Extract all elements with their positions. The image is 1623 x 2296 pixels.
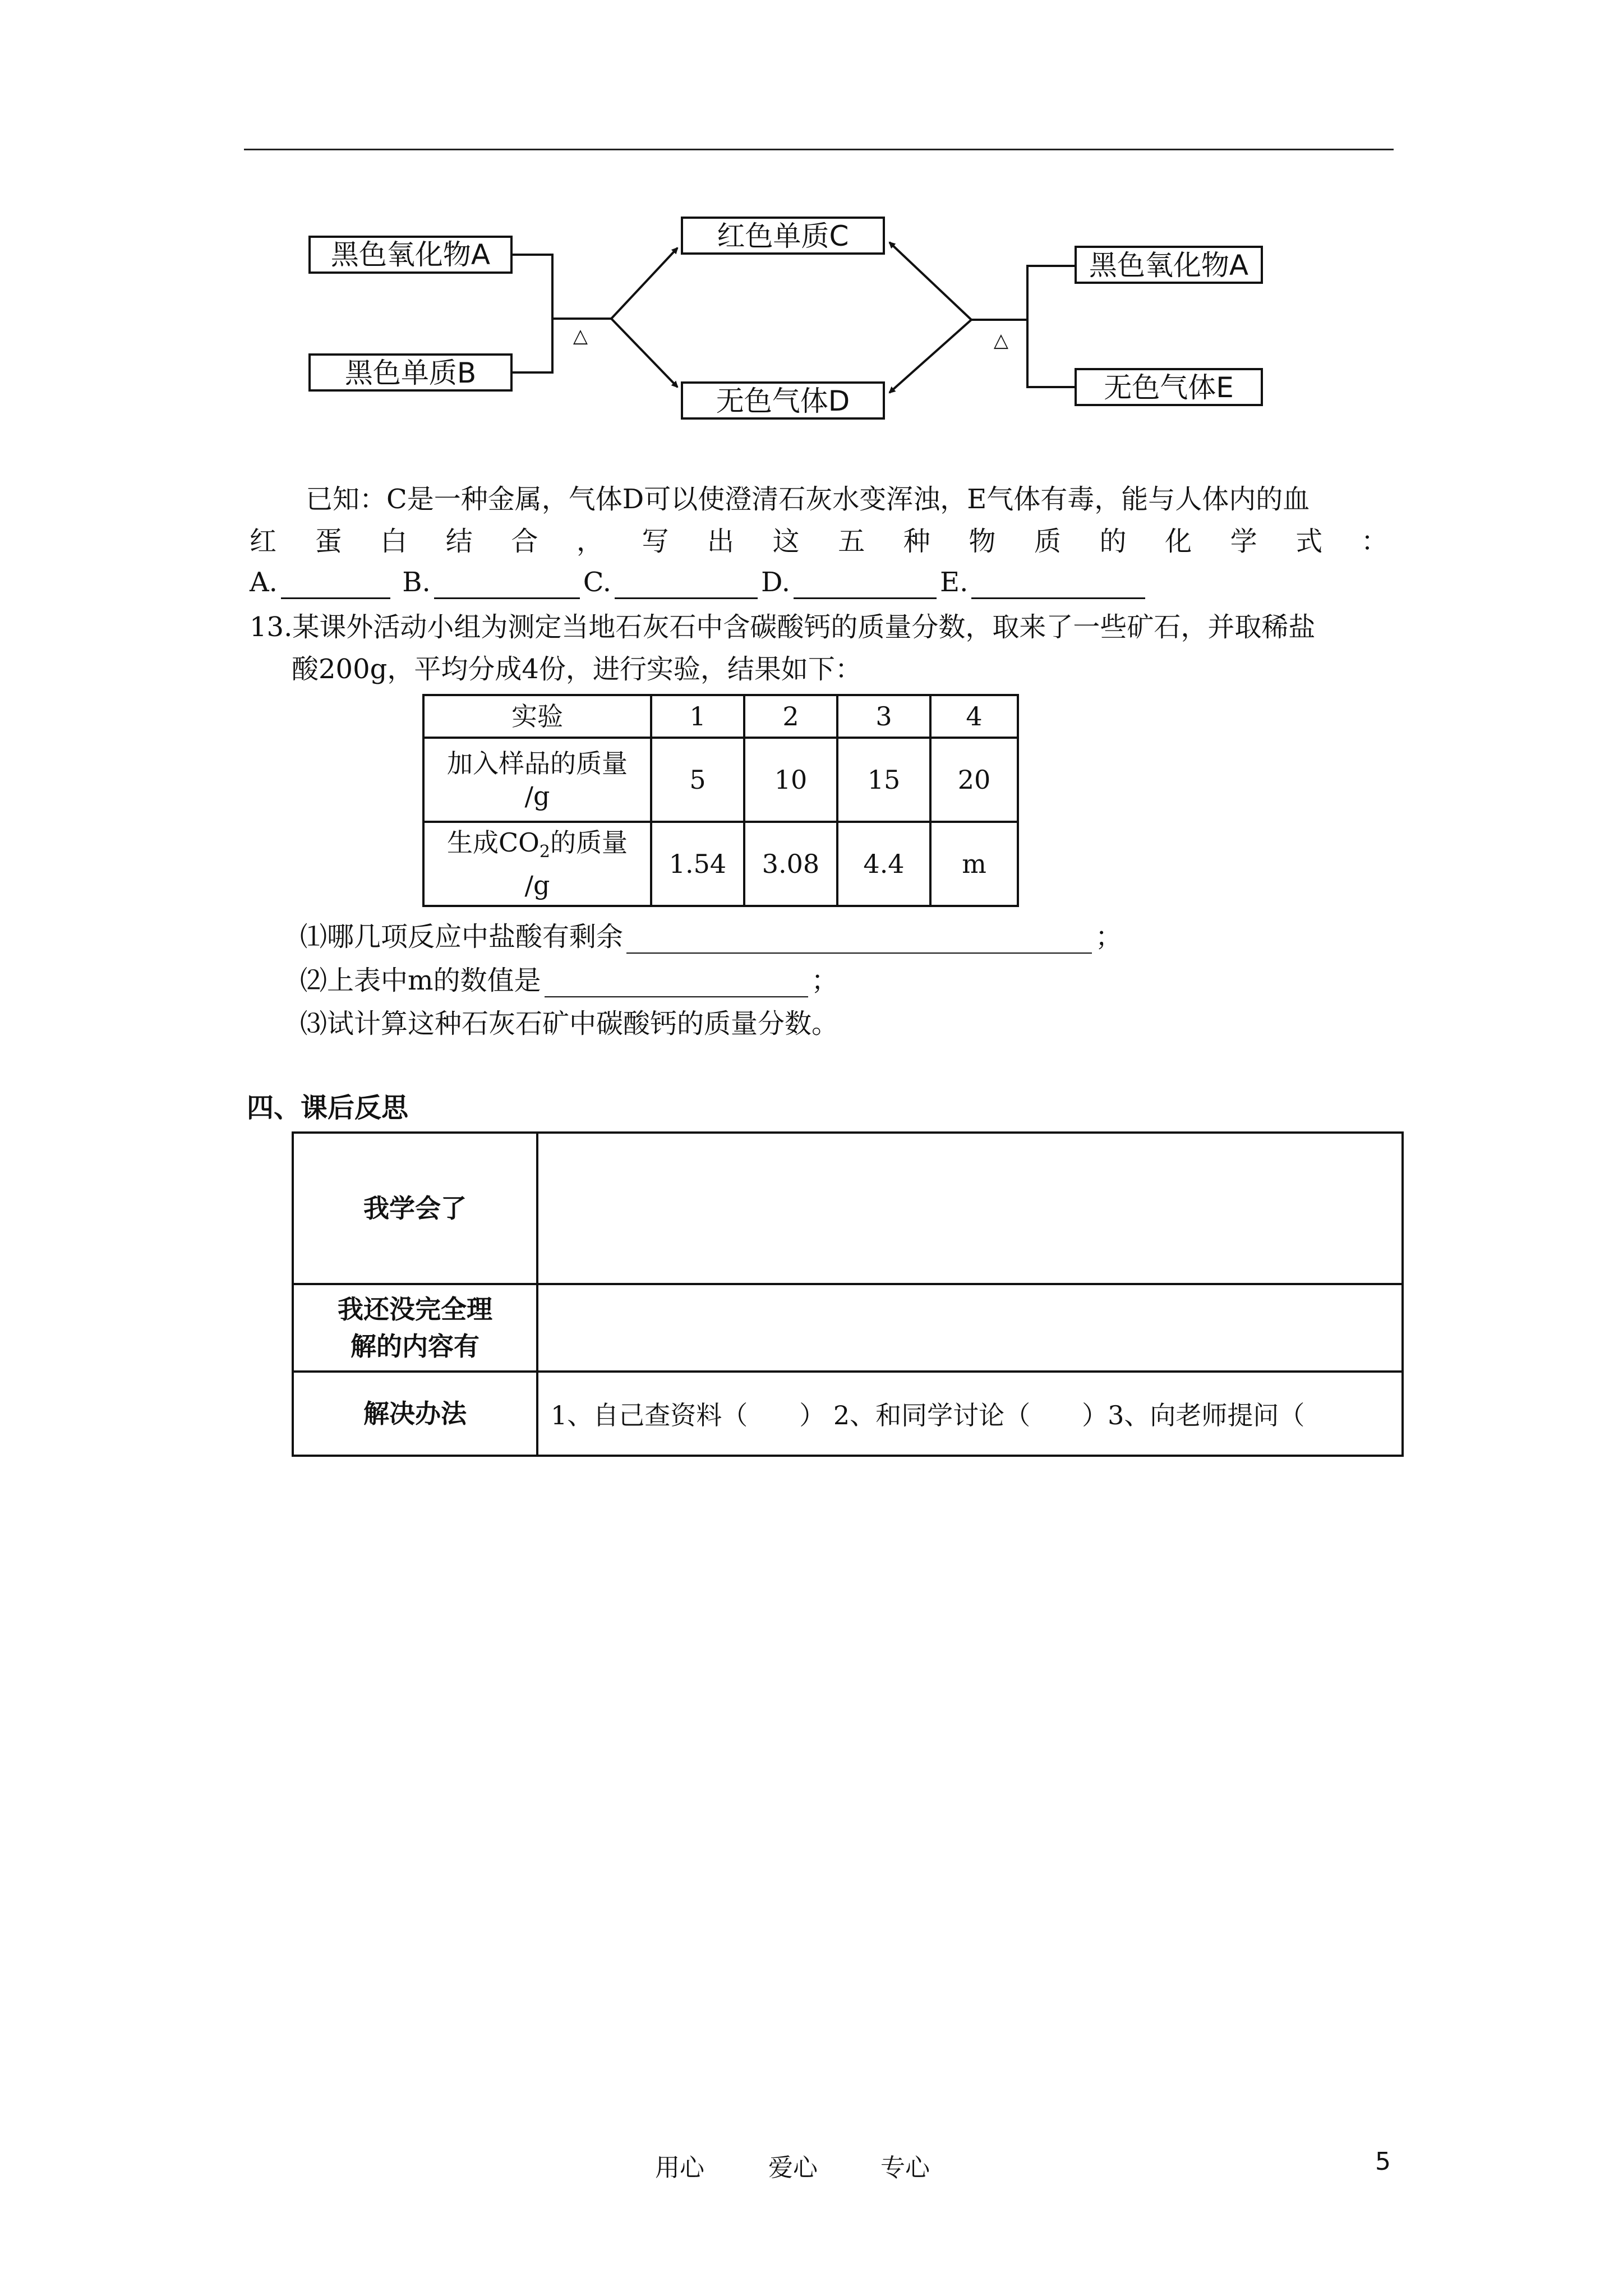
table-cell: 10 [744,738,837,822]
justified-char: 学 [1230,526,1257,557]
box-red-element-c-label: 红色单质C [717,220,849,252]
table-cell: 5 [651,738,744,822]
answer-blank-d[interactable] [794,573,937,599]
q12-known-line: 已知：C是一种金属，气体D可以使澄清石灰水变浑浊，E气体有毒，能与人体内的血 [306,484,1310,515]
arrow-to-d-right [889,320,971,393]
heat-symbol-right: △ [993,329,1009,352]
box-black-oxide-a-right-label: 黑色氧化物A [1089,249,1249,282]
answer-blank-e[interactable] [971,573,1145,599]
justified-char: 化 [1165,526,1192,557]
reaction-diagram [303,202,1284,438]
row-co2-mass-label: 生成$CO_2$的质量 /g [423,822,651,906]
arrow-to-c-right [889,242,971,320]
reflection-table [292,1131,1404,1457]
answer-blank-c[interactable] [615,573,758,599]
q12-answer-blanks [250,565,1149,599]
section-title-reflection: 四、课后反思 [247,1092,409,1124]
answer-blank-a[interactable] [281,573,390,599]
table-cell: 1.54 [651,822,744,906]
answer-blank-b[interactable] [434,573,580,599]
footer-word-1: 用心 [655,2154,704,2182]
header-rule [244,149,1394,150]
answer-label-b: B. [402,567,431,598]
justified-char: 写 [642,526,669,557]
box-black-element-b-label: 黑色单质B [344,357,477,389]
justified-char: 的 [1099,526,1127,557]
box-colorless-gas-d-label: 无色气体D [716,385,850,417]
answer-label-d: D. [761,567,791,598]
footer-word-3: 专心 [880,2154,930,2182]
sub2-answer-blank[interactable] [545,972,808,997]
footer-word-2: 爱心 [768,2154,818,2182]
q13-line1: 13.某课外活动小组为测定当地石灰石中含碳酸钙的质量分数，取来了一些矿石，并取稀盐 [250,611,1316,643]
justified-char: 物 [969,526,996,557]
justified-char: 红 [250,526,277,557]
table-header-1: 1 [651,695,744,738]
right-bracket [1027,266,1076,387]
justified-char: 蛋 [315,526,342,557]
row-learned-value[interactable] [537,1133,1403,1284]
table-cell: 3.08 [744,822,837,906]
q13-line2: 酸200g，平均分成4份，进行实验，结果如下： [292,654,862,685]
box-black-oxide-a-left-label: 黑色氧化物A [330,238,491,271]
justified-char: 出 [707,526,735,557]
table-cell: 20 [930,738,1018,822]
left-bracket [511,255,552,372]
answer-label-c: C. [583,567,611,598]
q13-sub3: ⑶试计算这种石灰石矿中碳酸钙的质量分数。 [300,1008,839,1039]
row-solution-value: 1、自己查资料（ ） 2、和同学讨论（ ）3、向老师提问（ [537,1372,1403,1456]
table-header-2: 2 [744,695,837,738]
justified-char: ： [1361,526,1388,557]
table-cell: 4.4 [837,822,930,906]
answer-label-e: E. [940,567,969,598]
table-header-4: 4 [930,695,1018,738]
heat-symbol-left: △ [573,325,588,347]
justified-char: 这 [772,526,800,557]
row-sample-mass-label: 加入样品的质量 /g [423,738,651,822]
justified-char: 质 [1034,526,1061,557]
sub1-answer-blank[interactable] [626,928,1092,954]
page-number: 5 [1375,2147,1391,2176]
row-solution-label: 解决办法 [293,1372,537,1456]
justified-char: 种 [903,526,930,557]
justified-char: 式 [1295,526,1323,557]
table-cell: 15 [837,738,930,822]
box-colorless-gas-e-label: 无色气体E [1104,371,1234,404]
table-header-experiment: 实验 [423,695,651,738]
q13-sub2: ⑵上表中m的数值是 ； [300,965,838,996]
row-not-understood-label: 我还没完全理 解的内容有 [293,1284,537,1372]
row-not-understood-value[interactable] [537,1284,1403,1372]
arrow-to-d-left [611,319,677,387]
arrow-to-c-left [611,248,677,319]
justified-char: 合 [511,526,538,557]
justified-char: 白 [380,526,408,557]
table-header-3: 3 [837,695,930,738]
table-cell: m [930,822,1018,906]
q13-sub1: ⑴哪几项反应中盐酸有剩余 ； [300,921,1123,953]
experiment-table [422,694,1019,907]
justified-char: ， [576,526,603,557]
answer-label-a: A. [250,567,278,598]
row-learned-label: 我学会了 [293,1133,537,1284]
q12-write-formula-line [250,524,1388,558]
justified-char: 五 [838,526,865,557]
justified-char: 结 [445,526,473,557]
